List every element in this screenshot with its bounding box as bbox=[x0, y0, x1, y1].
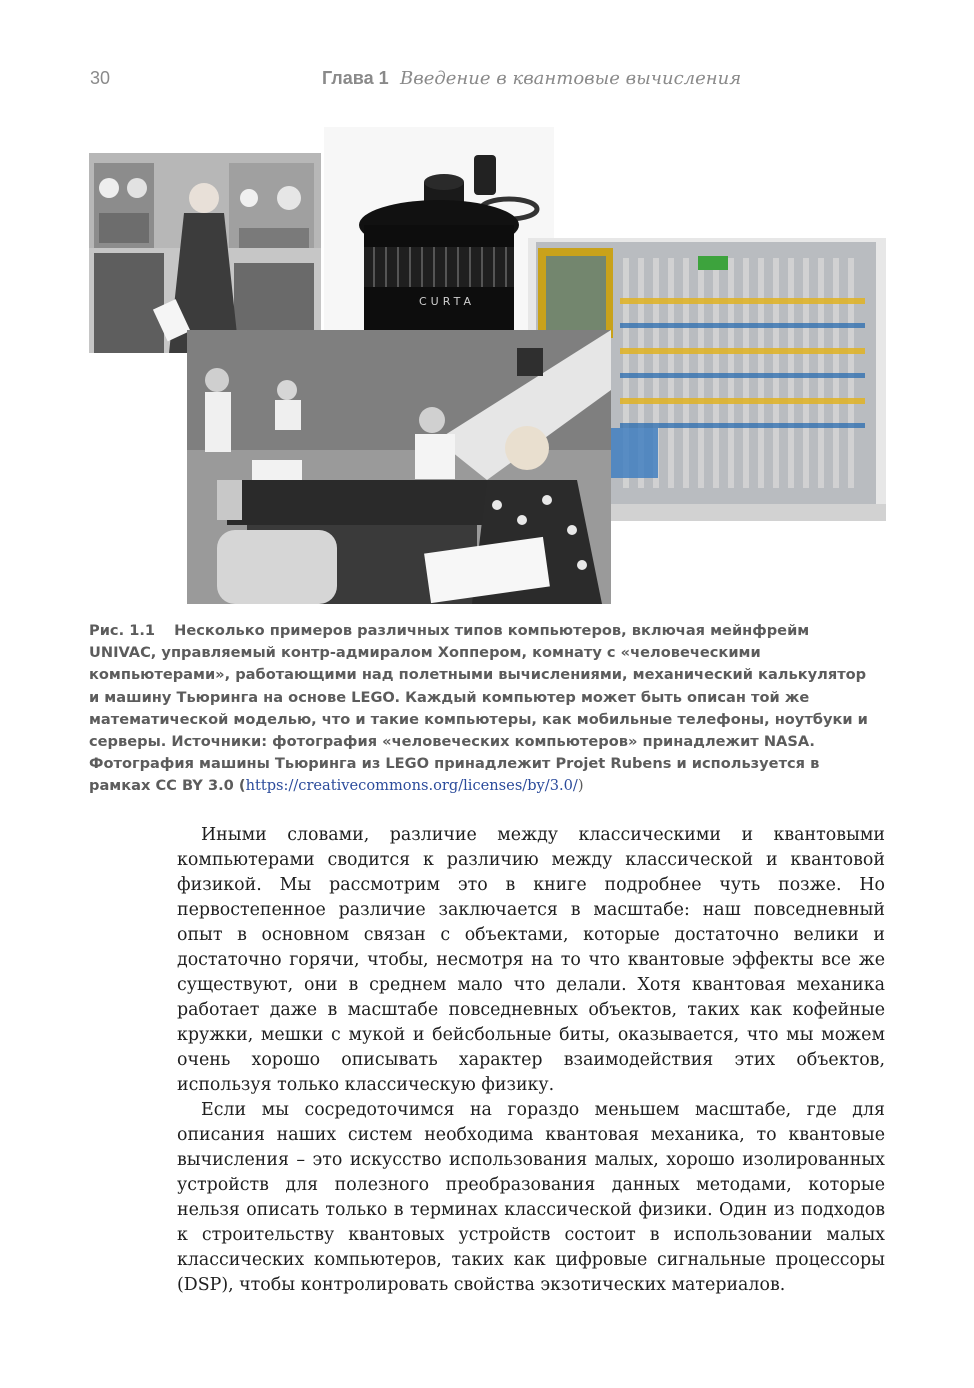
curta-label: CURTA bbox=[419, 295, 475, 308]
figure-caption bbox=[89, 620, 879, 798]
running-header bbox=[90, 68, 890, 96]
license-link[interactable]: https://creativecommons.org/licenses/by/3.0/ bbox=[245, 777, 578, 795]
human-computers-photo bbox=[187, 330, 611, 604]
page-number: 30 bbox=[90, 68, 111, 88]
body-text bbox=[177, 823, 885, 1298]
figure-caption-text: Несколько примеров различных типов компьютеров, включая мейнфрейм UNIVAC, управляемый контр-адмиралом Хоппером, комнату с «человеческими компьютерами», работающими над полетными вычислениями, механический калькулятор и машину Тьюринга на основе LEGO. Каждый компьютер может быть описан той же математической моделью, что и такие компьютеры, как мобильные телефоны, ноутбуки и серверы. Источники: фотография «человеческих компьютеров» принадлежит NASA. Фотография машины Тьюринга из LEGO принадлежит Projet Rubens и используется в рамках CC BY 3.0 ( bbox=[89, 622, 868, 795]
univac-photo bbox=[89, 153, 321, 353]
chapter-label: Глава 1 bbox=[322, 68, 389, 88]
figure-label: Рис. 1.1 bbox=[89, 622, 156, 639]
chapter-title: Введение в квантовые вычисления bbox=[400, 68, 742, 89]
caption-tail: ) bbox=[577, 777, 584, 795]
curta-calculator-photo bbox=[324, 127, 554, 337]
paragraph: Иными словами, различие между классическими и квантовыми компьютерами сводится к различию между классической и квантовой физикой. Мы рассмотрим это в книге подробнее чуть позже. Но первостепенное различие заключается в масштабе: наш повседневный опыт в основном связан с объектами, которые достаточно велики и достаточно горячи, чтобы, несмотря на то что квантовые эффекты все же существуют, они в среднем мало что делали. Хотя квантовая механика работает даже в масштабе повседневных объектов, таких как кофейные кружки, мешки с мукой и бейсбольные биты, оказывается, что мы можем очень хорошо описывать характер взаимодействия этих объектов, используя только классическую физику. bbox=[177, 825, 885, 1095]
paragraph: Если мы сосредоточимся на гораздо меньшем масштабе, где для описания наших систем необходима квантовая механика, то квантовые вычисления – это искусство использования малых, хорошо изолированных устройств для полезного преобразования данных методами, которые нельзя описать только в терминах классической физики. Один из подходов к строительству квантовых устройств состоит в использовании малых классических компьютеров, таких как цифровые сигнальные процессоры (DSP), чтобы контролировать свойства экзотических материалов. bbox=[177, 1100, 885, 1295]
